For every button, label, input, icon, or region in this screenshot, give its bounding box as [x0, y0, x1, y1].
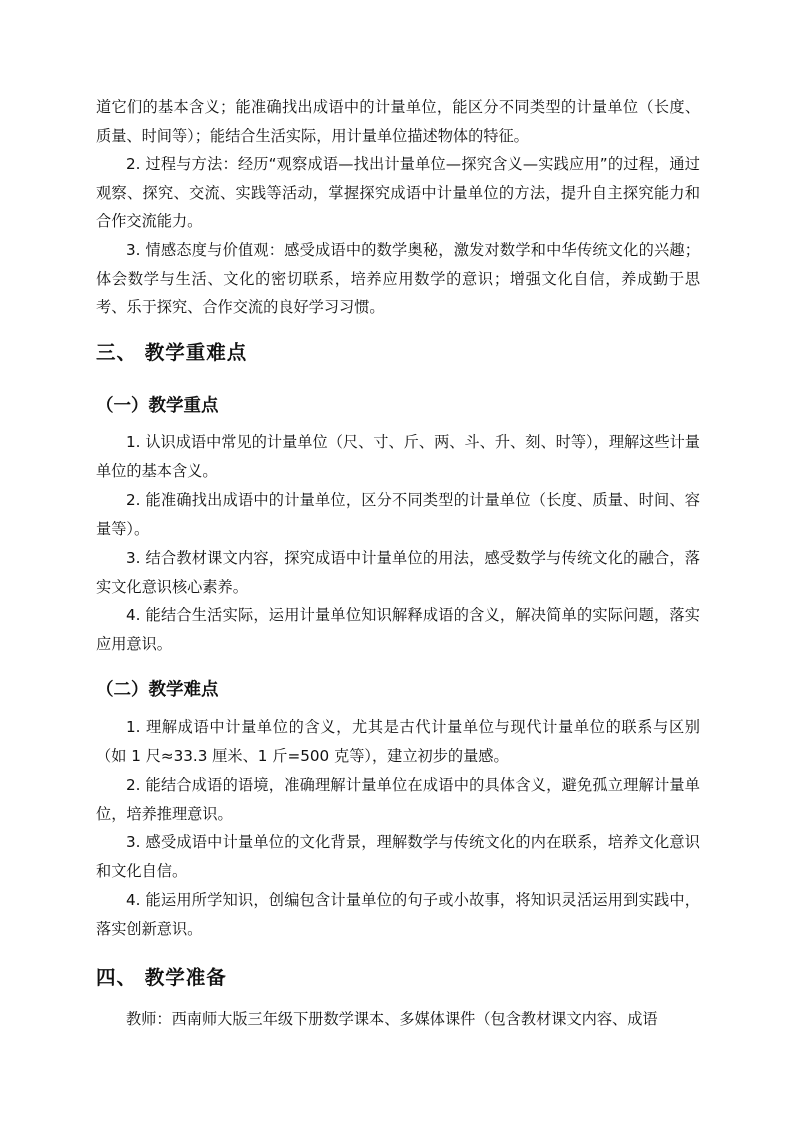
objective-2-paragraph: 2. 过程与方法：经历“观察成语—找出计量单位—探究含义—实践应用”的过程，通过观察、探究、交流、实践等活动，掌握探究成语中计量单位的方法，提升自主探究能力和合作交流能力。 — [96, 155, 700, 230]
difficulty-item-2: 2. 能结合成语的语境，准确理解计量单位在成语中的具体含义，避免孤立理解计量单位，培养推理意识。 — [96, 776, 700, 823]
subheading-teaching-difficulty: （二）教学难点 — [96, 680, 219, 700]
objective-3-paragraph: 3. 情感态度与价值观：感受成语中的数学奥秘，激发对数学和中华传统文化的兴趣；体会数学与生活、文化的密切联系，培养应用数学的意识；增强文化自信，养成勤于思考、乐于探究、合作交流的良好学习习惯。 — [96, 241, 700, 316]
difficulty-item-1: 1. 理解成语中计量单位的含义，尤其是古代计量单位与现代计量单位的联系与区别（如 1 尺≈33.3 厘米、1 斤=500 克等），建立初步的量感。 — [96, 718, 700, 765]
subheading-teaching-focus: （一）教学重点 — [96, 396, 219, 416]
difficulty-item-3: 3. 感受成语中计量单位的文化背景，理解数学与传统文化的内在联系，培养文化意识和文化自信。 — [96, 833, 700, 880]
focus-item-3: 3. 结合教材课文内容，探究成语中计量单位的用法，感受数学与传统文化的融合，落实文化意识核心素养。 — [96, 549, 700, 596]
objective-1-continuation: 道它们的基本含义；能准确找出成语中的计量单位，能区分不同类型的计量单位（长度、质量、时间等）；能结合生活实际，用计量单位描述物体的特征。 — [96, 98, 700, 145]
teacher-preparation-paragraph: 教师：西南师大版三年级下册数学课本、多媒体课件（包含教材课文内容、成语 — [126, 1010, 658, 1028]
section-heading-teaching-preparation: 四、 教学准备 — [96, 966, 227, 989]
focus-item-2: 2. 能准确找出成语中的计量单位，区分不同类型的计量单位（长度、质量、时间、容量等）。 — [96, 491, 700, 538]
focus-item-4: 4. 能结合生活实际，运用计量单位知识解释成语的含义，解决简单的实际问题，落实应用意识。 — [96, 606, 700, 653]
difficulty-item-4: 4. 能运用所学知识，创编包含计量单位的句子或小故事，将知识灵活运用到实践中，落实创新意识。 — [96, 891, 700, 938]
section-heading-key-difficult-points: 三、 教学重难点 — [96, 341, 248, 364]
focus-item-1: 1. 认识成语中常见的计量单位（尺、寸、斤、两、斗、升、刻、时等），理解这些计量单位的基本含义。 — [96, 433, 700, 480]
